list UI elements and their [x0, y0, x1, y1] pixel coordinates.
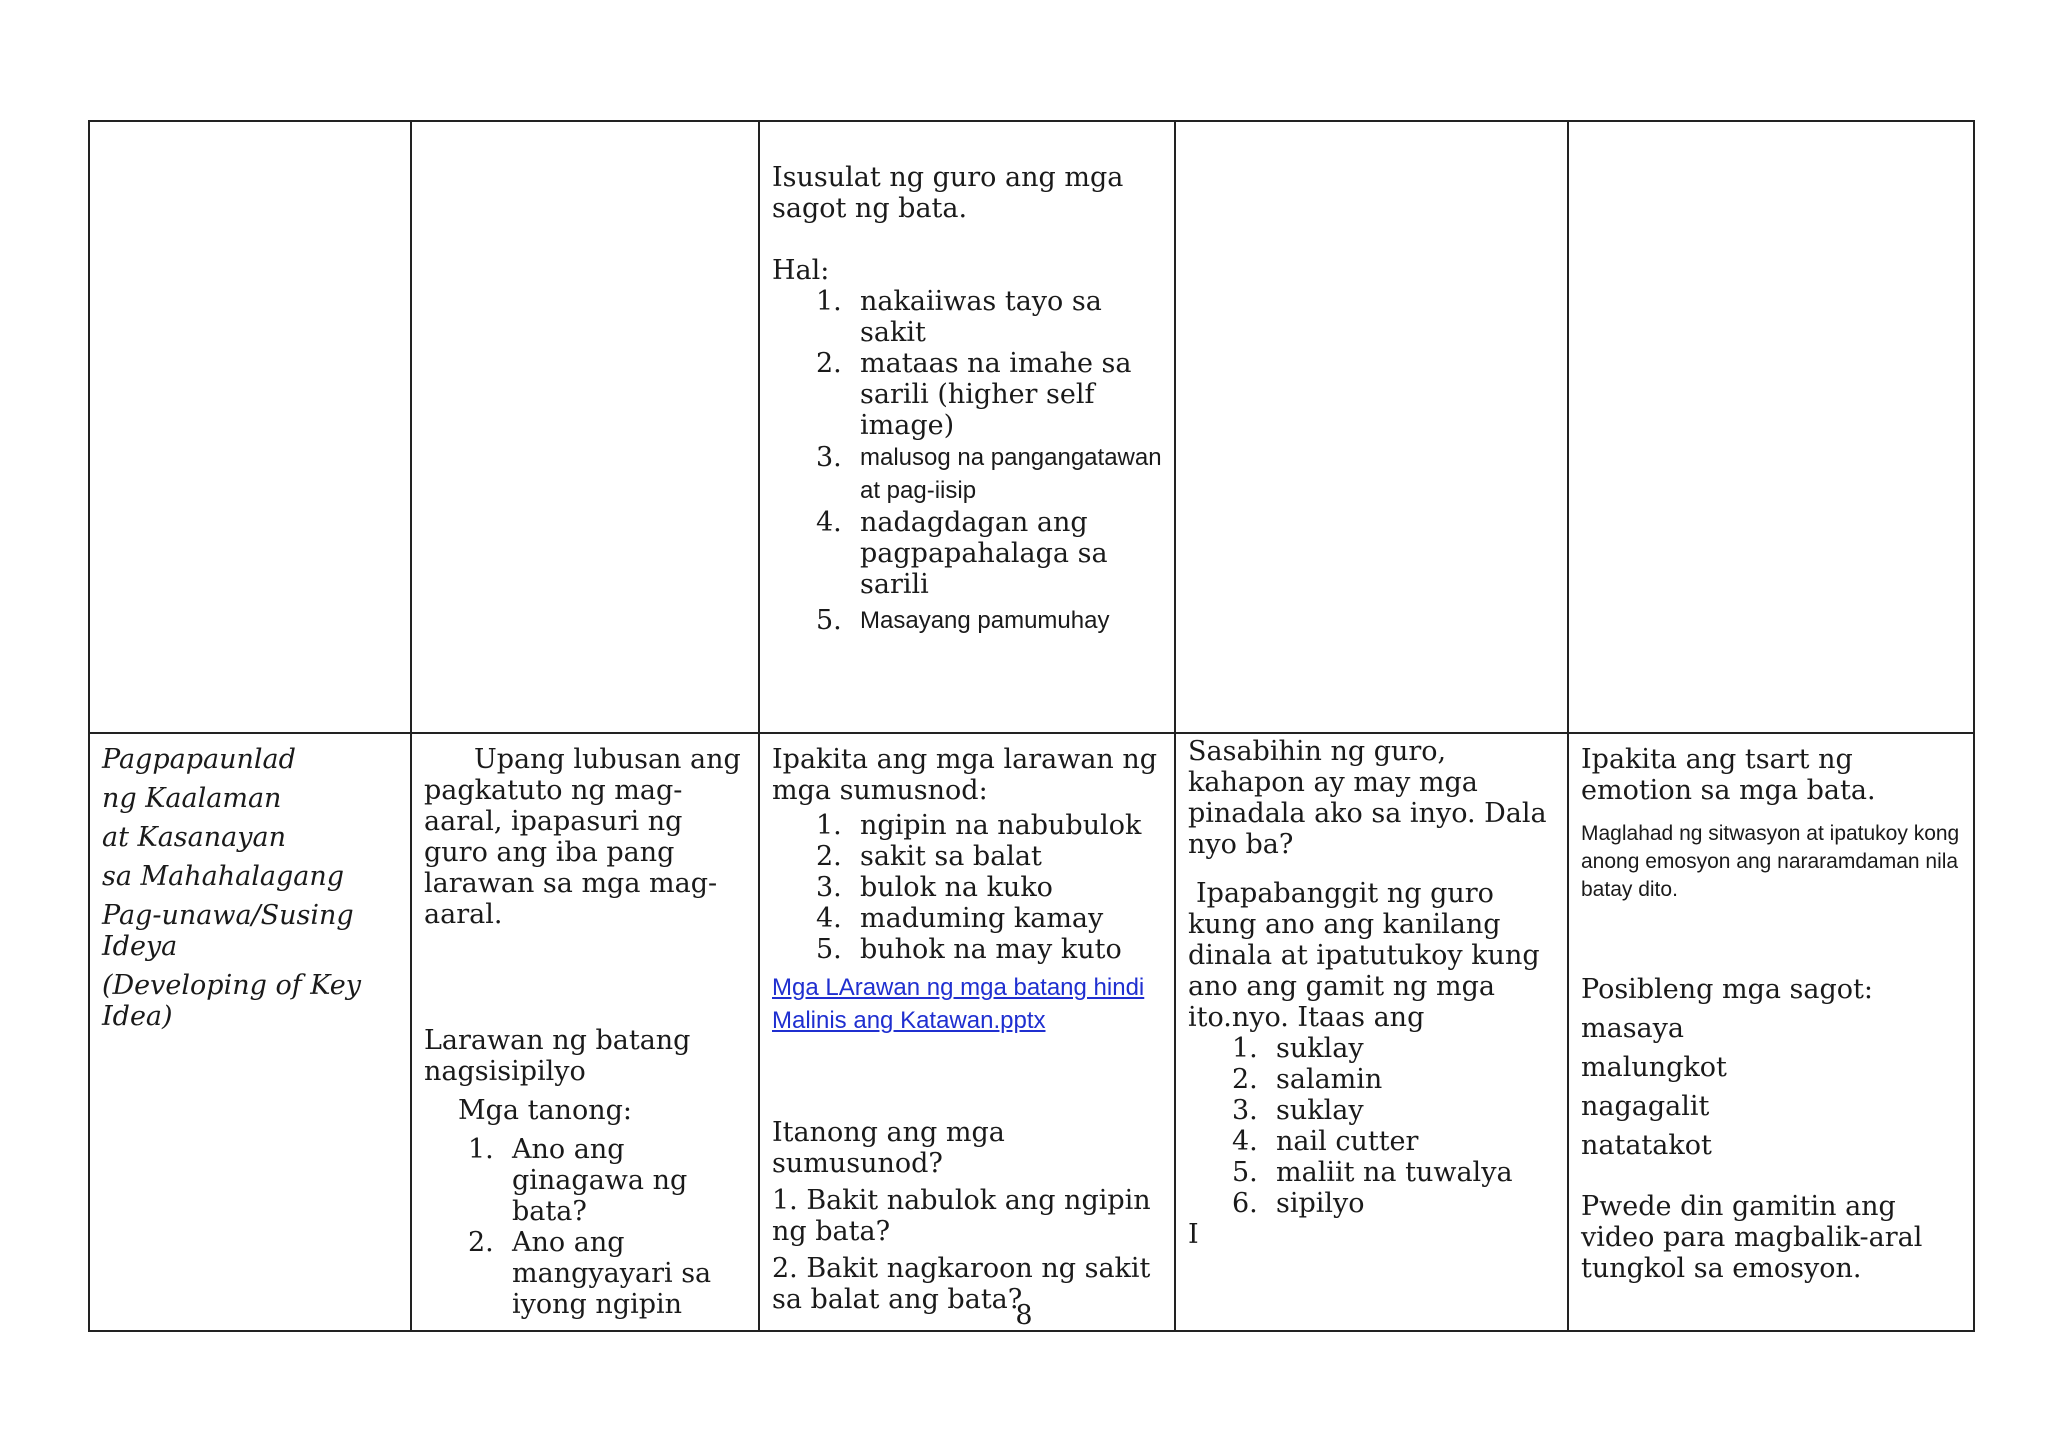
- cell-text: Upang lubusan ang pagkatuto ng mag-aaral, ipapasuri ng guro ang iba pang larawan sa mga mag-aaral.: [424, 744, 741, 930]
- table-row: [89, 121, 1974, 733]
- numbered-list: [424, 1134, 746, 1320]
- table-cell: [89, 733, 411, 1331]
- table-cell: [1568, 733, 1974, 1331]
- list-item: 2. salamin: [1232, 1064, 1383, 1095]
- table-cell: [759, 121, 1175, 733]
- numbered-list: [1188, 1033, 1555, 1219]
- list-item: 1. ngipin na nabubulok: [816, 810, 1142, 841]
- list-item: 1. nakaiiwas tayo sa sakit: [816, 286, 1102, 348]
- list-item: 1. Ano ang ginagawa ng bata?: [468, 1134, 688, 1227]
- section-title-line: at Kasanayan: [102, 822, 286, 853]
- answer-item: nagagalit: [1581, 1091, 1710, 1122]
- lesson-plan-table: [88, 120, 1975, 1332]
- section-title-line: Pagpapaunlad: [102, 744, 296, 775]
- list-item: 5. buhok na may kuto: [816, 934, 1122, 965]
- cell-text: Ipakita ang mga larawan ng mga sumusnod:: [772, 744, 1158, 806]
- list-item: 2. mataas na imahe sa sarili (higher self image): [816, 348, 1132, 441]
- cell-text: Larawan ng batang nagsisipilyo: [424, 1025, 691, 1087]
- list-item: 4. nail cutter: [1232, 1126, 1419, 1157]
- answer-item: masaya: [1581, 1013, 1685, 1044]
- table-cell: [1175, 733, 1568, 1331]
- table-row: [89, 733, 1974, 1331]
- section-title-line: ng Kaalaman: [102, 783, 282, 814]
- cell-text: Isusulat ng guro ang mga sagot ng bata.: [772, 162, 1124, 224]
- list-item: 2. sakit sa balat: [816, 841, 1042, 872]
- cell-text: Itanong ang mga sumusunod?: [772, 1117, 1005, 1179]
- table-cell: [1175, 121, 1568, 733]
- table-cell: [411, 733, 759, 1331]
- cell-text: Ipakita ang tsart ng emotion sa mga bata.: [1581, 744, 1876, 806]
- list-item: 3. bulok na kuko: [816, 872, 1053, 903]
- table-cell: [411, 121, 759, 733]
- cell-text: Posibleng mga sagot:: [1581, 974, 1873, 1005]
- pptx-file-link[interactable]: Mga LArawan ng mga batang hindi Malinis ang Katawan.pptx: [772, 974, 1145, 1034]
- cell-text: 1. Bakit nabulok ang ngipin ng bata?: [772, 1185, 1151, 1247]
- answer-item: natatakot: [1581, 1130, 1712, 1161]
- cell-text: Hal:: [772, 255, 830, 286]
- list-item: 5. Masayang pamumuhay: [816, 605, 1110, 636]
- page-number: 8: [1015, 1300, 1033, 1331]
- numbered-list: [772, 810, 1162, 965]
- table-cell: [1568, 121, 1974, 733]
- list-item: 2. Ano ang mangyayari sa iyong ngipin: [468, 1227, 712, 1320]
- list-item: 4. maduming kamay: [816, 903, 1104, 934]
- list-item: 5. maliit na tuwalya: [1232, 1157, 1513, 1188]
- cell-text: 2. Bakit nagkaroon ng sakit sa balat ang bata?: [772, 1253, 1151, 1315]
- list-item: 3. malusog na pangangatawan at pag-iisip: [816, 442, 1162, 504]
- cell-text: Pwede din gamitin ang video para magbalik-aral tungkol sa emosyon.: [1581, 1191, 1923, 1284]
- cell-text: Sasabihin ng guro, kahapon ay may mga pinadala ako sa inyo. Dala nyo ba?: [1188, 736, 1547, 860]
- cell-text: Mga tanong:: [458, 1095, 632, 1126]
- list-item: 4. nadagdagan ang pagpapahalaga sa sarili: [816, 507, 1108, 600]
- table-cell: [759, 733, 1175, 1331]
- list-item: 1. suklay: [1232, 1033, 1364, 1064]
- section-title-line: (Developing of Key Idea): [102, 970, 361, 1032]
- cell-note: Maglahad ng sitwasyon at ipatukoy kong anong emosyon ang nararamdaman nila batay dito.: [1581, 822, 1960, 901]
- cell-text: Ipapabanggit ng guro kung ano ang kanilang dinala at ipatutukoy kung ano ang gamit ng mga ito.nyo. Itaas ang: [1188, 878, 1540, 1033]
- list-item: 3. suklay: [1232, 1095, 1364, 1126]
- numbered-list: [772, 286, 1162, 637]
- answer-item: malungkot: [1581, 1052, 1727, 1083]
- cell-text: I: [1188, 1219, 1199, 1250]
- section-title-line: Pag-unawa/Susing Ideya: [102, 900, 354, 962]
- section-title-line: sa Mahahalagang: [102, 861, 345, 892]
- list-item: 6. sipilyo: [1232, 1188, 1365, 1219]
- table-cell: [89, 121, 411, 733]
